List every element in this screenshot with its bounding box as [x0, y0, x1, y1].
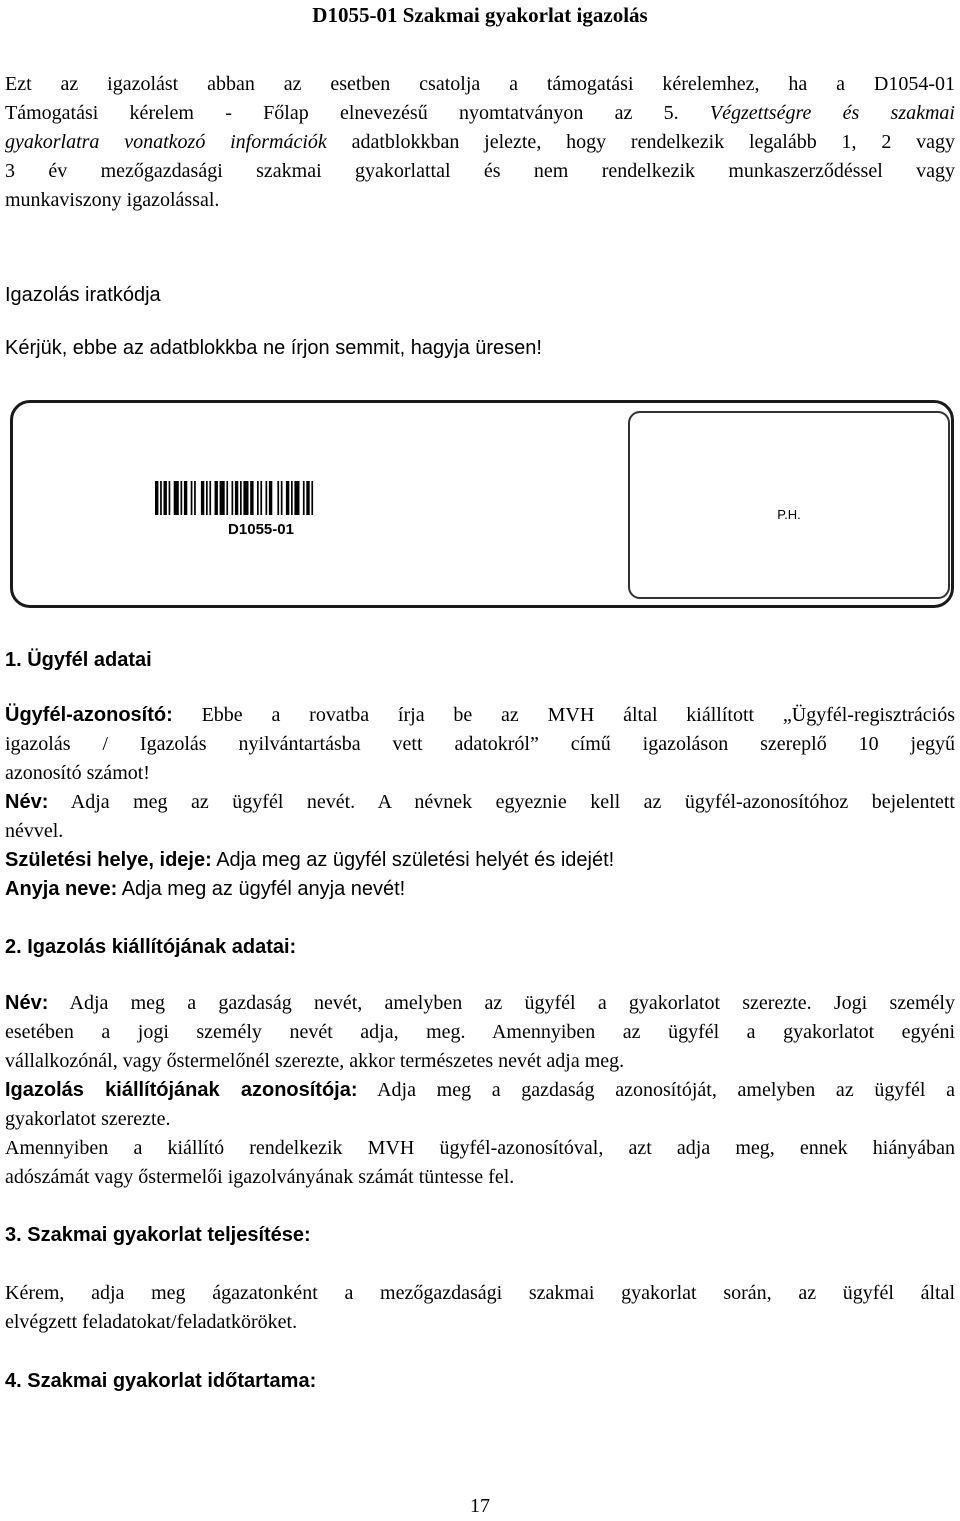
- barcode-bar: [191, 481, 193, 515]
- barcode-bar: [181, 481, 183, 515]
- barcode-bar: [169, 481, 171, 515]
- barcode-bar: [206, 481, 208, 515]
- barcode-bar: [250, 481, 253, 515]
- issuer-alt-line-1: Amennyiben a kiállító rendelkezik MVH ügyfél-azonosítóval, azt adja meg, ennek hiányában: [5, 1137, 955, 1159]
- barcode-label: D1055-01: [228, 521, 294, 538]
- barcode-bar: [243, 481, 248, 515]
- barcode-bar: [294, 481, 299, 515]
- practice-line-2: elvégzett feladatokat/feladatköröket.: [5, 1311, 298, 1333]
- intro-line-5: munkaviszony igazolással.: [5, 189, 220, 211]
- barcode-bar: [226, 481, 228, 515]
- section-2-heading: 2. Igazolás kiállítójának adatai:: [5, 936, 297, 958]
- barcode-stamp-box: [10, 400, 954, 608]
- barcode-bar: [184, 481, 187, 515]
- barcode-bar: [160, 481, 162, 515]
- barcode-bar: [235, 481, 238, 515]
- page-title: D1055-01 Szakmai gyakorlat igazolás: [312, 3, 648, 27]
- barcode-bar: [220, 481, 225, 515]
- issuer-id-line-1: Igazolás kiállítójának azonosítója: Adja meg a gazdaság azonosítóját, amelyben az ügyfél a: [5, 1079, 955, 1101]
- issuer-name-line-3: vállalkozónál, vagy őstermelőnél szerezte, akkor természetes nevét adja meg.: [5, 1050, 625, 1072]
- barcode-bar: [209, 481, 211, 515]
- barcode-bar: [155, 481, 158, 515]
- practice-line-1: Kérem, adja meg ágazatonként a mezőgazdasági szakmai gyakorlat során, az ügyfél által: [5, 1282, 955, 1304]
- page-number: 17: [470, 1495, 490, 1517]
- section-1-body: [5, 701, 955, 904]
- client-id-line-3: azonosító számot!: [5, 762, 150, 784]
- stamp-label: P.H.: [777, 507, 801, 522]
- barcode-bar: [201, 481, 204, 515]
- client-id-line-1: Ügyfél-azonosító: Ebbe a rovatba írja be az MVH által kiállított „Ügyfél-regisztrációs: [5, 704, 956, 726]
- intro-line-3: gyakorlatra vonatkozó információk adatblokkban jelezte, hogy rendelkezik legalább 1, 2 vagy: [5, 131, 956, 153]
- barcode-bar: [215, 481, 218, 515]
- code-section-note: Kérjük, ebbe az adatblokkba ne írjon semmit, hagyja üresen!: [5, 337, 542, 359]
- barcode-bar: [164, 481, 167, 515]
- barcode-bar: [266, 481, 268, 515]
- section-3-body: [5, 1279, 955, 1337]
- barcode-bar: [306, 481, 309, 515]
- issuer-name-line-1: Név: Adja meg a gazdaság nevét, amelyben az ügyfél a gyakorlatot szerezte. Jogi személy: [5, 992, 955, 1014]
- barcode-bar: [277, 481, 279, 515]
- issuer-name-line-2: esetében a jogi személy nevét adja, meg. Amennyiben az ügyfél a gyakorlatot egyéni: [5, 1021, 955, 1043]
- barcode-bar: [174, 481, 179, 515]
- barcode-bar: [281, 481, 283, 515]
- barcode-bar: [240, 481, 242, 515]
- section-1-heading: 1. Ügyfél adatai: [5, 649, 152, 671]
- section-4-heading: 4. Szakmai gyakorlat időtartama:: [5, 1370, 317, 1392]
- barcode-bar: [257, 481, 259, 515]
- barcode-bar: [269, 481, 272, 515]
- client-name-line-2: névvel.: [5, 820, 64, 842]
- stamp-field: [628, 411, 950, 599]
- barcode-bar: [311, 481, 313, 515]
- intro-paragraph: [5, 70, 955, 215]
- intro-line-1: Ezt az igazolást abban az esetben csatolja a támogatási kérelemhez, ha a D1054-01: [5, 73, 955, 95]
- barcode-image: [155, 481, 367, 515]
- barcode-bar: [194, 481, 196, 515]
- birth-line: Születési helye, ideje: Adja meg az ügyfél születési helyét és idejét!: [5, 849, 615, 871]
- barcode-bar: [232, 481, 234, 515]
- client-id-line-2: igazolás / Igazolás nyilvántartásba vett adatokról” című igazoláson szereplő 10 jegyű: [5, 733, 955, 755]
- barcode-bar: [303, 481, 305, 515]
- issuer-id-line-2: gyakorlatot szerezte.: [5, 1108, 171, 1130]
- barcode-bar: [286, 481, 289, 515]
- client-name-line-1: Név: Adja meg az ügyfél nevét. A névnek egyeznie kell az ügyfél-azonosítóhoz bejelentett: [5, 791, 955, 813]
- intro-line-4: 3 év mezőgazdasági szakmai gyakorlattal és nem rendelkezik munkaszerződéssel vagy: [5, 160, 955, 182]
- barcode-bar: [291, 481, 293, 515]
- intro-line-2: Támogatási kérelem - Főlap elnevezésű nyomtatványon az 5. Végzettségre és szakmai: [5, 102, 955, 124]
- section-2-body: [5, 989, 955, 1192]
- mother-line: Anyja neve: Adja meg az ügyfél anyja nevét!: [5, 878, 406, 900]
- code-section-heading: Igazolás iratkódja: [5, 284, 161, 306]
- issuer-alt-line-2: adószámát vagy őstermelői igazolványának számát tüntesse fel.: [5, 1166, 515, 1188]
- section-3-heading: 3. Szakmai gyakorlat teljesítése:: [5, 1224, 311, 1246]
- barcode-bar: [260, 481, 262, 515]
